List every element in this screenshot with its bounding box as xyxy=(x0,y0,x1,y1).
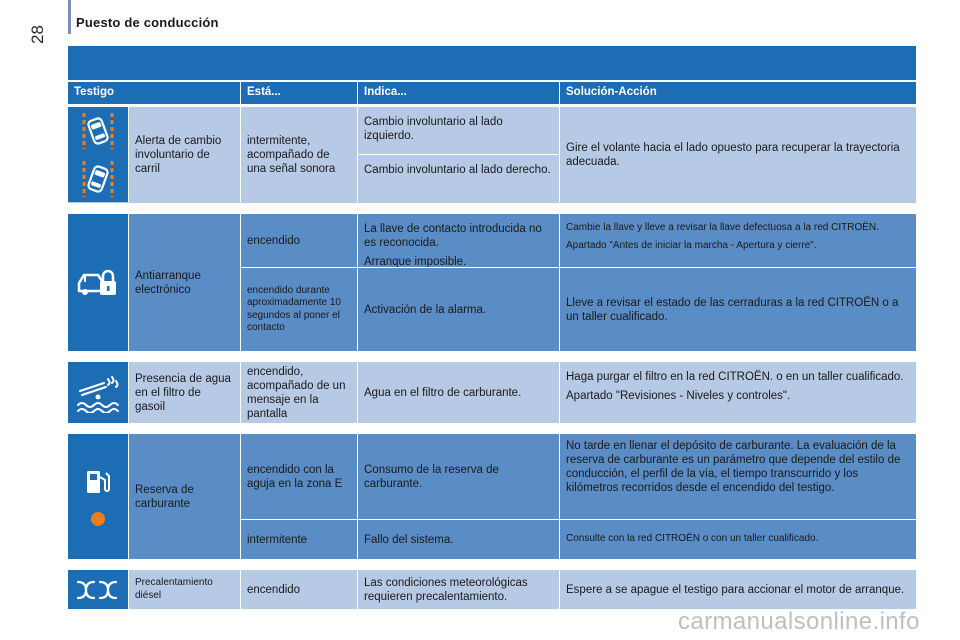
row-fuel-reserve xyxy=(68,433,916,559)
glow-icon-cell xyxy=(68,569,128,609)
page-number: 28 xyxy=(28,25,47,44)
fuel-indica-2: Fallo del sistema. xyxy=(357,519,559,559)
antitheft-indica-1 xyxy=(357,213,559,267)
fuel-indica-1: Consumo de la reserva de carburante. xyxy=(357,433,559,519)
header-accent-bar xyxy=(68,0,71,34)
glow-name: Precalentamiento diésel xyxy=(128,569,240,609)
antitheft-icon-cell xyxy=(68,213,128,351)
antitheft-solucion-key: Cambie la llave y lleve a revisar la llave defectuosa a la red CITROËN. xyxy=(566,222,879,233)
row-water-in-fuel xyxy=(68,361,916,423)
table-header-row xyxy=(68,82,916,104)
warning-lights-table xyxy=(68,82,916,609)
car-key-lock-icon xyxy=(76,265,120,301)
header-solucion: Solución-Acción xyxy=(559,82,916,104)
water-indica: Agua en el filtro de carburante. xyxy=(357,361,559,423)
antitheft-state-on: encendido xyxy=(240,213,357,267)
lane-departure-right-icon xyxy=(78,159,118,199)
fuel-state-on: encendido con la aguja en la zona E xyxy=(240,433,357,519)
fuel-warning-dot-icon xyxy=(90,511,106,527)
row-antitheft xyxy=(68,213,916,351)
glow-plug-icon xyxy=(76,578,120,602)
row-glow-plug xyxy=(68,569,916,609)
antitheft-state-10s: encendido durante aproximadamente 10 segundos al poner el contacto xyxy=(240,267,357,351)
antitheft-indica-key: La llave de contacto introducida no es reconocida. xyxy=(364,223,542,249)
glow-state: encendido xyxy=(240,569,357,609)
antitheft-name: Antiarranque electrónico xyxy=(128,213,240,351)
watermark: carmanualsonline.info xyxy=(678,608,920,635)
header-esta: Está... xyxy=(240,82,357,104)
lane-departure-left-icon xyxy=(78,111,118,151)
fuel-solucion-1: No tarde en llenar el depósito de carburante. La evaluación de la reserva de carburante es un parámetro que depende del estilo de conducción, el perfil de la vía, el tiempo transcurrido y los kilómetros recorridos desde el encendido del testigo. xyxy=(559,433,916,519)
water-state: encendido, acompañado de un mensaje en la pantalla xyxy=(240,361,357,423)
table-top-band xyxy=(68,46,916,80)
lane-icon-cell xyxy=(68,106,128,202)
water-name: Presencia de agua en el filtro de gasoil xyxy=(128,361,240,423)
fuel-solucion-2: Consulte con la red CITROËN o con un taller cualificado. xyxy=(559,519,916,559)
water-in-fuel-icon xyxy=(74,373,122,413)
fuel-state-blink: intermitente xyxy=(240,519,357,559)
antitheft-indica-2: Activación de la alarma. xyxy=(357,267,559,351)
fuel-name: Reserva de carburante xyxy=(128,433,240,559)
row-lane-departure xyxy=(68,106,916,203)
antitheft-solucion-1 xyxy=(559,213,916,267)
water-solucion xyxy=(559,361,916,423)
glow-solucion: Espere a se apague el testigo para accionar el motor de arranque. xyxy=(559,569,916,609)
lane-indica-right: Cambio involuntario al lado derecho. xyxy=(357,154,559,202)
antitheft-indica-start: Arranque imposible. xyxy=(364,256,467,268)
water-solucion-ref: Apartado "Revisiones - Niveles y controles". xyxy=(566,390,791,402)
water-solucion-purge: Haga purgar el filtro en la red CITROËN. o en un taller cualificado. xyxy=(566,371,904,383)
lane-indica-left: Cambio involuntario al lado izquierdo. xyxy=(357,106,559,154)
antitheft-solucion-2: Lleve a revisar el estado de las cerraduras a la red CITROËN o a un taller cualificado. xyxy=(559,267,916,351)
lane-solucion: Gire el volante hacia el lado opuesto para recuperar la trayectoria adecuada. xyxy=(559,106,916,202)
lane-state: intermitente, acompañado de una señal sonora xyxy=(240,106,357,202)
fuel-icon-cell xyxy=(68,433,128,559)
fuel-pump-icon xyxy=(83,467,113,497)
lane-name: Alerta de cambio involuntario de carril xyxy=(128,106,240,202)
header-testigo: Testigo xyxy=(74,86,115,98)
header-indica: Indica... xyxy=(357,82,559,104)
glow-indica: Las condiciones meteorológicas requieren precalentamiento. xyxy=(357,569,559,609)
section-title: Puesto de conducción xyxy=(76,15,219,30)
antitheft-solucion-ref: Apartado "Antes de iniciar la marcha - Apertura y cierre". xyxy=(566,239,817,251)
water-icon-cell xyxy=(68,361,128,423)
